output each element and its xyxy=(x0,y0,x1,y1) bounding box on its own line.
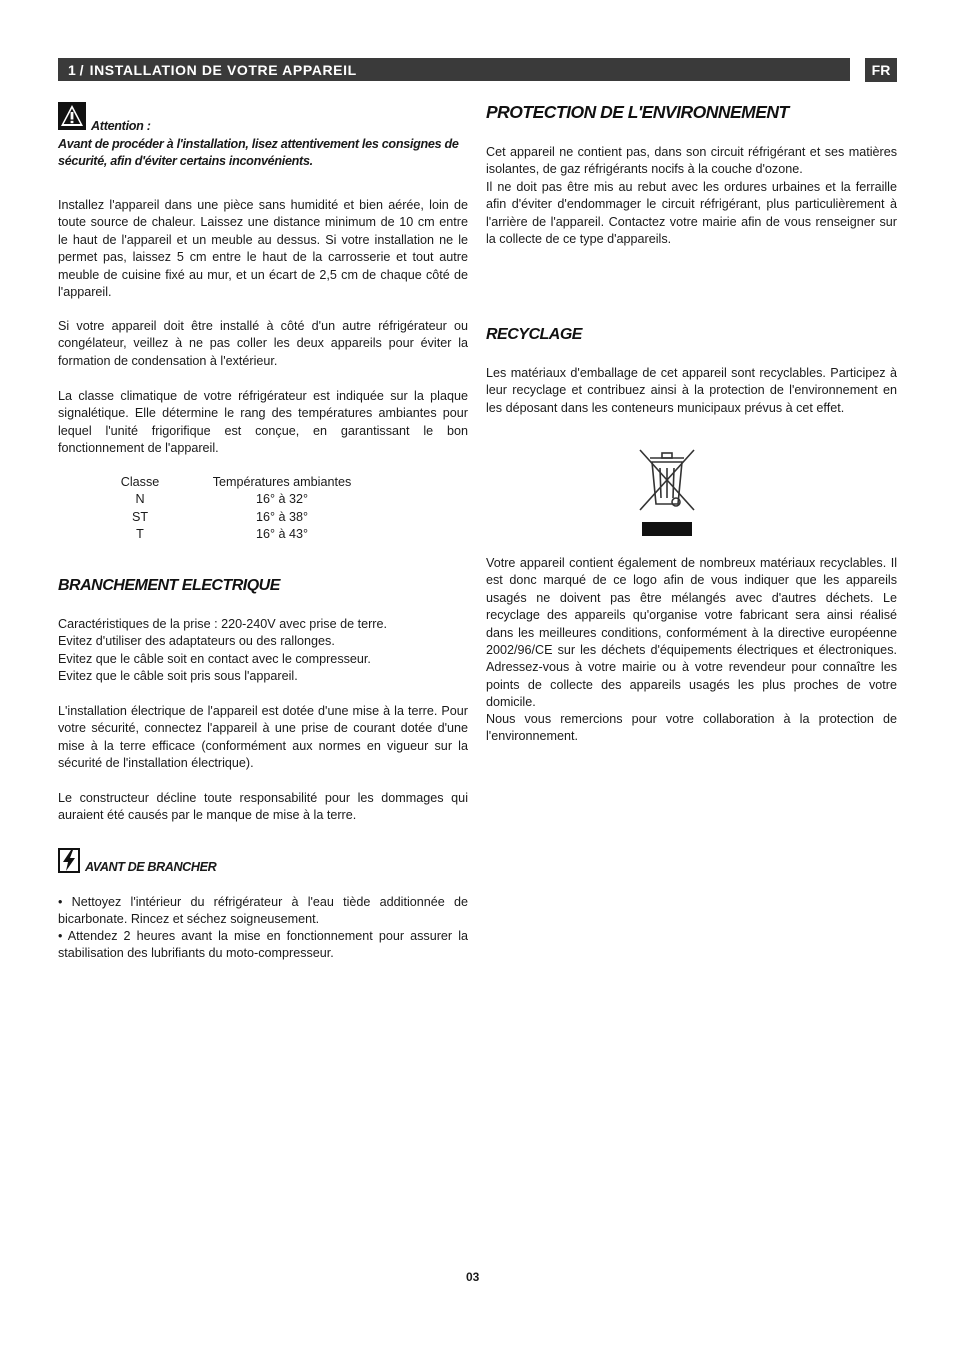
warning-icon xyxy=(58,102,86,130)
table-header-row xyxy=(108,474,392,491)
climate-class-paragraph: La classe climatique de votre réfrigérateur est indiquée sur la plaque signalétique. Elle détermine le rang des températures ambiantes pour lequel l'unité frigorifique est conçue, en garantissant le bon fonctionnement de l'appareil. xyxy=(58,389,468,456)
language-badge: FR xyxy=(865,58,897,82)
recyclage-heading: RECYCLAGE xyxy=(486,326,582,343)
table-cell: 16° à 32° xyxy=(255,492,309,507)
cleaning-bullet: • Nettoyez l'intérieur du réfrigérateur à l'eau tiède additionnée de bicarbonate. Rincez et séchez soigneusement. xyxy=(58,895,468,927)
adjacent-appliance-paragraph: Si votre appareil doit être installé à côté d'un autre réfrigérateur ou congélateur, veillez à ne pas coller les deux appareils pour éviter la formation de condensation à l'extérieur. xyxy=(58,319,468,368)
environment-heading: PROTECTION DE L'ENVIRONNEMENT xyxy=(486,102,789,122)
attention-text: Avant de procéder à l'installation, lisez attentivement les consignes de sécurité, afin d'éviter certains inconvénients. xyxy=(58,137,459,169)
table-cell: N xyxy=(135,492,145,507)
liability-paragraph: Le constructeur décline toute responsabilité pour les dommages qui auraient été causés par le manque de mise à la terre. xyxy=(58,791,468,823)
table-cell: ST xyxy=(131,509,149,524)
table-row xyxy=(108,526,392,543)
list-item: Evitez d'utiliser des adaptateurs ou des rallonges. xyxy=(58,634,335,649)
climate-class-table xyxy=(108,474,392,544)
list-item: Evitez que le câble soit en contact avec le compresseur. xyxy=(58,651,371,666)
table-row xyxy=(108,509,392,526)
section-title: INSTALLATION DE VOTRE APPAREIL xyxy=(89,61,357,78)
attention-title: Attention : xyxy=(91,119,151,133)
installation-paragraph: Installez l'appareil dans une pièce sans humidité et bien aérée, loin de toute source de chaleur. Laissez une distance minimum de 10 cm entre le haut de l'appareil et un meuble au dessus. Si votre installation ne le permet pas, laissez 5 cm entre le haut de la carrosserie et tout autre meuble de cuisine fixé au mur, et un écart de 2,5 cm de chaque côté de l'appareil. xyxy=(58,198,468,300)
ozone-paragraph: Cet appareil ne contient pas, dans son circuit réfrigérant et ses matières isolantes, de gaz réfrigérants nocifs à la couche d'ozone. xyxy=(486,145,897,177)
section-header-bar xyxy=(58,58,850,81)
table-cell: T xyxy=(136,527,144,542)
earthing-paragraph: L'installation électrique de l'appareil est dotée d'une mise à la terre. Pour votre sécurité, connectez l'appareil à une prise de courant dotée d'une mise à la terre efficace (conformément aux normes en vigueur sur la sécurité de l'installation électrique). xyxy=(58,704,468,771)
electric-plug-icon xyxy=(58,848,80,873)
table-header: Températures ambiantes xyxy=(212,475,352,489)
table-cell: 16° à 43° xyxy=(255,527,309,542)
disposal-paragraph: Il ne doit pas être mis au rebut avec les ordures urbaines et la ferraille afin d'éviter d'endommager le circuit réfrigérant, plus particulièrement à l'arrière de l'appareil. Contactez votre mairie afin de vous renseigner sur la collecte de ce type d'appareils. xyxy=(486,180,897,247)
weee-paragraph: Votre appareil contient également de nombreux matériaux recyclables. Il est donc marqué de ce logo afin de vous indiquer que les appareils usagés ne doivent pas être mélangés avec d'autres déchets. Le recyclage des appareils qu'organise votre fabricant sera ainsi réalisé dans les meilleures conditions, conformément à la directive européenne 2002/96/CE sur les déchets d'équipements électriques et électroniques. Adressez-vous à votre mairie ou à votre revendeur pour connaître les points de collecte des appareils usagés les plus proches de votre domicile. xyxy=(486,556,897,710)
table-cell: 16° à 38° xyxy=(255,509,309,524)
crossed-bin-icon xyxy=(636,446,698,538)
list-item: Evitez que le câble soit pris sous l'appareil. xyxy=(58,669,298,684)
table-header: Classe xyxy=(120,475,160,489)
thanks-paragraph: Nous vous remercions pour votre collaboration à la protection de l'environnement. xyxy=(486,712,897,744)
branchement-heading: BRANCHEMENT ELECTRIQUE xyxy=(58,577,280,594)
list-item: Caractéristiques de la prise : 220-240V avec prise de terre. xyxy=(58,617,388,631)
avant-de-brancher-title: AVANT DE BRANCHER xyxy=(85,860,217,874)
section-number: 1 / xyxy=(68,61,84,78)
wait-bullet: • Attendez 2 heures avant la mise en fonctionnement pour assurer la stabilisation des lubrifiants du moto-compresseur. xyxy=(58,929,468,961)
plug-requirements-list xyxy=(58,616,468,686)
packaging-paragraph: Les matériaux d'emballage de cet appareil sont recyclables. Participez à leur recyclage et contribuez ainsi à la protection de l'environnement en les déposant dans les conteneurs municipaux prévus à cet effet. xyxy=(486,366,897,415)
page-number: 03 xyxy=(466,1270,480,1284)
table-row xyxy=(108,491,392,508)
